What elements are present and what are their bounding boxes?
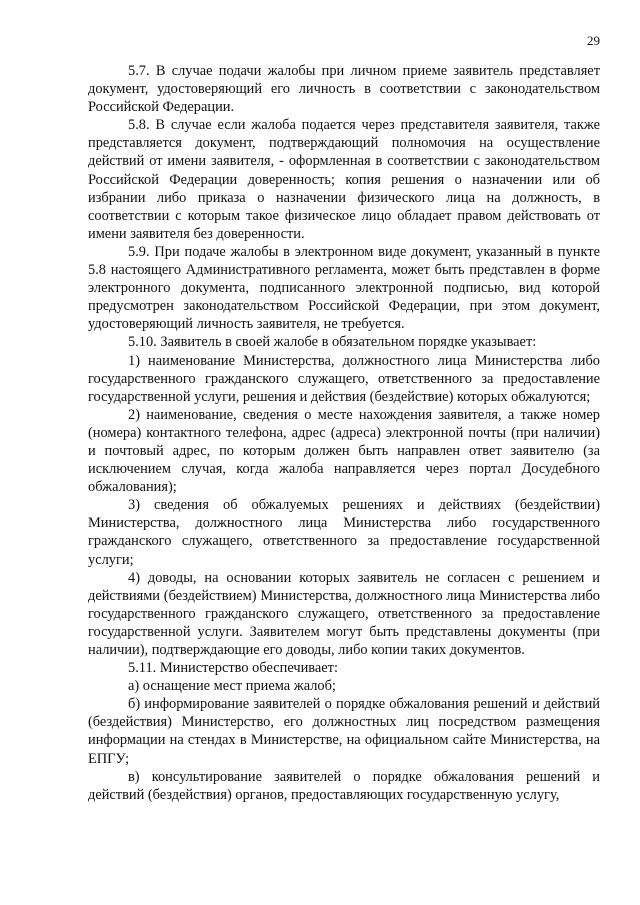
paragraph-5-11-item-a: а) оснащение мест приема жалоб; bbox=[128, 678, 336, 695]
paragraph-5-11-item-v: в) консультирование заявителей о порядке обжалования решений и действий (бездействия) органов, предоставляющих государственную услугу, bbox=[88, 768, 600, 803]
paragraph-5-11: 5.11. Министерство обеспечивает: bbox=[128, 660, 338, 677]
paragraph-5-11-item-b: б) информирование заявителей о порядке обжалования решений и действий (бездействия) Министерство, его должностных лиц посредством размещения информации на стендах в Министерстве, на официальном сайте Министерства, на ЕПГУ; bbox=[88, 696, 600, 767]
paragraph-5-9: 5.9. При подаче жалобы в электронном виде документ, указанный в пункте 5.8 настоящего Административного регламента, может быть представлен в форме электронного документа, подписанного электронной подписью, вид которой предусмотрен законодательством Российской Федерации, при этом документ, удостоверяющий личность заявителя, не требуется. bbox=[88, 243, 600, 333]
paragraph-5-7: 5.7. В случае подачи жалобы при личном приеме заявитель представляет документ, удостоверяющий его личность в соответствии с законодательством Российской Федерации. bbox=[88, 63, 600, 116]
page-number: 29 bbox=[587, 33, 600, 48]
document-body bbox=[88, 62, 600, 804]
paragraph-5-10-item-3: 3) сведения об обжалуемых решениях и действиях (бездействии) Министерства, должностного лица Министерства либо государственного гражданского служащего, ответственного за предоставление государственной услуги; bbox=[88, 497, 600, 568]
paragraph-5-10-item-2: 2) наименование, сведения о месте нахождения заявителя, а также номер (номера) контактного телефона, адрес (адреса) электронной почты (при наличии) и почтовый адрес, по которым должен быть направлен ответ заявителю (за исключением случая, когда жалоба направляется через портал Досудебного обжалования); bbox=[88, 406, 600, 496]
paragraph-5-10-item-1: 1) наименование Министерства, должностного лица Министерства либо государственного гражданского служащего, ответственного за предоставление государственной услуги, решения и действия (бездействие) которых обжалуются; bbox=[88, 352, 600, 405]
paragraph-5-10: 5.10. Заявитель в своей жалобе в обязательном порядке указывает: bbox=[128, 334, 537, 351]
paragraph-5-10-item-4: 4) доводы, на основании которых заявитель не согласен с решением и действиями (бездействием) Министерства, должностного лица Министерства либо государственного гражданского служащего, ответственного за предоставление государственной услуги. Заявителем могут быть представлены документы (при наличии), подтверждающие его доводы, либо копии таких документов. bbox=[88, 569, 600, 658]
paragraph-5-8: 5.8. В случае если жалоба подается через представителя заявителя, также представляется документ, подтверждающий полномочия на осуществление действий от имени заявителя, - оформленная в соответствии с законодательством Российской Федерации доверенность; копия решения о назначении или об избрании либо приказа о назначении физического лица на должность, в соответствии с которым такое физическое лицо обладает правом действовать от имени заявителя без доверенности. bbox=[88, 117, 600, 242]
